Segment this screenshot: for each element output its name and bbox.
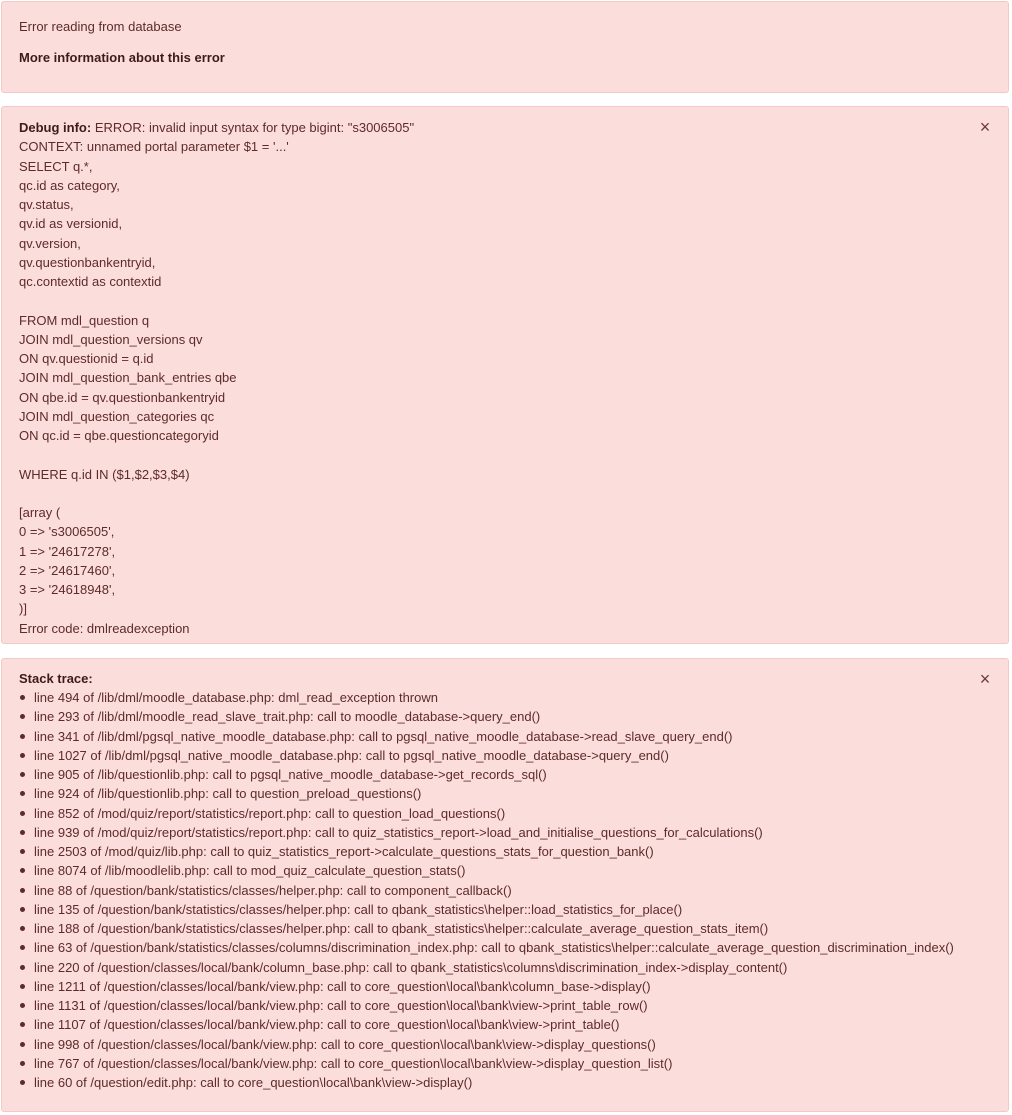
stack-trace-item: line 1131 of /question/classes/local/bank/view.php: call to core_question\local\bank\view->print_table_row(): [19, 996, 954, 1015]
stack-trace-item: line 852 of /mod/quiz/report/statistics/report.php: call to question_load_questions(): [19, 804, 954, 823]
debug-info-line: SELECT q.*,: [19, 158, 93, 174]
debug-info-first-line: ERROR: invalid input syntax for type bigint: "s3006505": [91, 120, 415, 135]
debug-info-line: 0 => 's3006505',: [19, 524, 115, 540]
stack-trace-item: line 293 of /lib/dml/moodle_read_slave_trait.php: call to moodle_database->query_end(): [19, 707, 954, 726]
debug-info-line: 3 => '24618948',: [19, 582, 116, 597]
debug-info-line: qc.id as category,: [19, 177, 120, 193]
stack-trace-item: line 939 of /mod/quiz/report/statistics/report.php: call to quiz_statistics_report->load_and_initialise_questions_for_calculations(): [19, 823, 954, 842]
stack-trace-list: [19, 688, 954, 1092]
debug-info-line: ON qv.questionid = q.id: [19, 351, 154, 366]
stack-trace-item: line 135 of /question/bank/statistics/classes/helper.php: call to qbank_statistics\helper::load_statistics_for_place(): [19, 900, 954, 919]
debug-info-line: JOIN mdl_question_versions qv: [19, 331, 203, 347]
close-debug-button[interactable]: [976, 118, 994, 136]
debug-info-line: qc.contextid as contextid: [19, 274, 162, 289]
debug-info-line: )]: [19, 601, 27, 617]
debug-info-line: [19, 484, 414, 503]
debug-info-line: ON qc.id = qbe.questioncategoryid: [19, 428, 219, 443]
stack-trace-title: Stack trace:: [19, 671, 93, 686]
error-message: Error reading from database: [19, 19, 182, 34]
debug-info-line: qv.id as versionid,: [19, 216, 123, 232]
error-alert: [1, 1, 1009, 93]
debug-info-line: qv.questionbankentryid,: [19, 254, 156, 270]
stack-trace-item: line 1027 of /lib/dml/pgsql_native_moodle_database.php: call to pgsql_native_moodle_database->query_end(): [19, 746, 954, 765]
stack-trace-item: line 341 of /lib/dml/pgsql_native_moodle_database.php: call to pgsql_native_moodle_database->read_slave_query_end(): [19, 727, 954, 746]
debug-info-line: CONTEXT: unnamed portal parameter $1 = '...': [19, 139, 289, 155]
debug-info-line: FROM mdl_question q: [19, 312, 150, 328]
stack-trace-item: line 905 of /lib/questionlib.php: call to pgsql_native_moodle_database->get_records_sql(): [19, 765, 954, 784]
debug-info-lines: [19, 137, 414, 638]
stack-trace-item: line 1211 of /question/classes/local/bank/view.php: call to core_question\local\bank\column_base->display(): [19, 977, 954, 996]
stack-trace-item: line 88 of /question/bank/statistics/classes/helper.php: call to component_callback(): [19, 881, 954, 900]
debug-info-alert: [1, 106, 1009, 644]
stack-trace-item: line 767 of /question/classes/local/bank/view.php: call to core_question\local\bank\view->display_question_list(): [19, 1054, 954, 1073]
debug-info-line: [array (: [19, 505, 61, 520]
debug-info-body: [19, 118, 414, 638]
close-icon: ×: [979, 117, 991, 137]
debug-info-line: Error code: dmlreadexception: [19, 620, 190, 636]
stack-trace-item: line 2503 of /mod/quiz/lib.php: call to quiz_statistics_report->calculate_questions_stats_for_question_bank(): [19, 842, 954, 861]
debug-info-label: Debug info:: [19, 120, 92, 135]
stack-trace-item: line 1107 of /question/classes/local/bank/view.php: call to core_question\local\bank\view->print_table(): [19, 1015, 954, 1034]
close-stack-button[interactable]: [976, 670, 994, 688]
stack-trace-item: line 63 of /question/bank/statistics/classes/columns/discrimination_index.php: call to qbank_statistics\helper::calculate_average_question_discrimination_index(): [19, 938, 954, 957]
debug-info-line: [19, 445, 414, 464]
stack-trace-item: line 8074 of /lib/moodlelib.php: call to mod_quiz_calculate_question_stats(): [19, 861, 954, 880]
debug-info-line: ON qbe.id = qv.questionbankentryid: [19, 389, 226, 405]
stack-trace-item: line 220 of /question/classes/local/bank/column_base.php: call to qbank_statistics\columns\discrimination_index->display_content(): [19, 958, 954, 977]
debug-info-line: qv.status,: [19, 197, 74, 212]
debug-info-line: [19, 291, 414, 310]
debug-info-line: JOIN mdl_question_bank_entries qbe: [19, 370, 237, 386]
more-info-link[interactable]: More information about this error: [19, 50, 225, 65]
debug-info-line: 1 => '24617278',: [19, 543, 116, 559]
stack-trace-item: line 924 of /lib/questionlib.php: call to question_preload_questions(): [19, 784, 954, 803]
stack-trace-item: line 188 of /question/bank/statistics/classes/helper.php: call to qbank_statistics\helper::calculate_average_question_stats_item(): [19, 919, 954, 938]
debug-info-line: WHERE q.id IN ($1,$2,$3,$4): [19, 466, 190, 482]
debug-info-line: qv.version,: [19, 235, 81, 251]
debug-info-line: 2 => '24617460',: [19, 562, 116, 578]
close-icon: ×: [979, 669, 991, 689]
stack-trace-item: line 60 of /question/edit.php: call to core_question\local\bank\view->display(): [19, 1073, 954, 1092]
stack-trace-item: line 494 of /lib/dml/moodle_database.php: dml_read_exception thrown: [19, 688, 954, 707]
stack-trace-alert: [1, 658, 1009, 1112]
debug-info-line: JOIN mdl_question_categories qc: [19, 408, 215, 424]
stack-trace-item: line 998 of /question/classes/local/bank/view.php: call to core_question\local\bank\view->display_questions(): [19, 1035, 954, 1054]
